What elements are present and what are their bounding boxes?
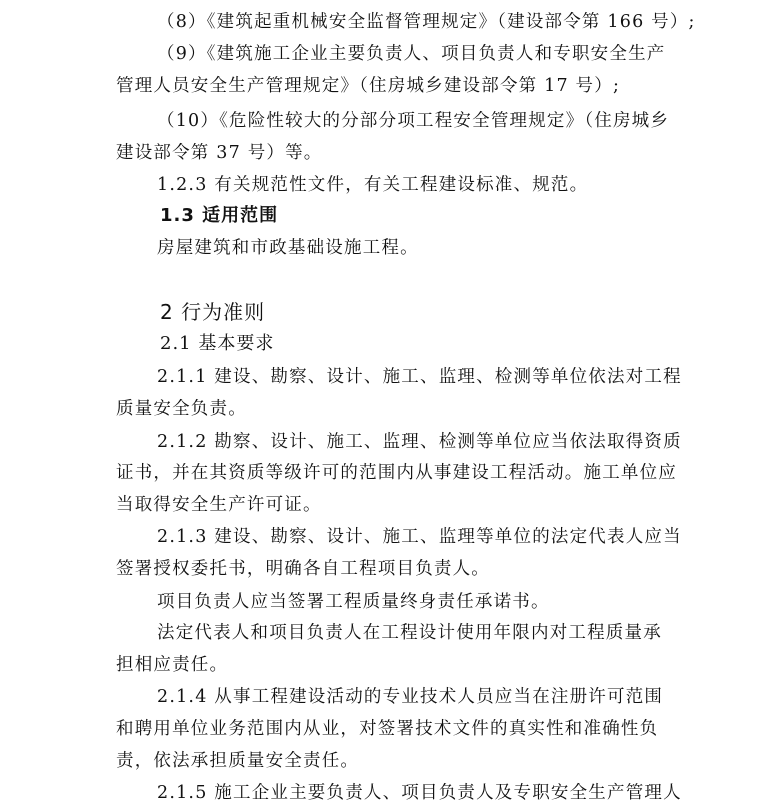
clause-2-1-5-line1: 2.1.5 施工企业主要负责人、项目负责人及专职安全生产管理人 bbox=[157, 783, 682, 803]
scope-text: 房屋建筑和市政基础设施工程。 bbox=[157, 238, 419, 258]
clause-2-1-3-line1: 2.1.3 建设、勘察、设计、施工、监理等单位的法定代表人应当 bbox=[157, 527, 682, 547]
paragraph-legal-rep-line2: 担相应责任。 bbox=[116, 655, 229, 675]
clause-2-1-2-line2: 证书，并在其资质等级许可的范围内从事建设工程活动。施工单位应 bbox=[116, 463, 677, 483]
clause-1-2-3: 1.2.3 有关规范性文件，有关工程建设标准、规范。 bbox=[157, 175, 589, 195]
regulation-item-10-line1: （10）《危险性较大的分部分项工程安全管理规定》（住房城乡 bbox=[157, 111, 670, 131]
regulation-item-8: （8）《建筑起重机械安全监督管理规定》（建设部令第 166 号）; bbox=[157, 12, 696, 32]
clause-2-1-2-line1: 2.1.2 勘察、设计、施工、监理、检测等单位应当依法取得资质 bbox=[157, 432, 682, 452]
regulation-item-9-line1: （9）《建筑施工企业主要负责人、项目负责人和专职安全生产 bbox=[157, 44, 666, 64]
paragraph-project-lead: 项目负责人应当签署工程质量终身责任承诺书。 bbox=[157, 592, 550, 612]
clause-2-1-4-line2: 和聘用单位业务范围内从业，对签署技术文件的真实性和准确性负 bbox=[116, 719, 659, 739]
regulation-item-9-line2: 管理人员安全生产管理规定》（住房城乡建设部令第 17 号）; bbox=[116, 76, 621, 96]
clause-2-1-2-line3: 当取得安全生产许可证。 bbox=[116, 495, 322, 515]
chapter-heading-2: 2 行为准则 bbox=[160, 300, 266, 324]
clause-2-1-3-line2: 签署授权委托书，明确各自工程项目负责人。 bbox=[116, 559, 490, 579]
clause-2-1-4-line3: 责，依法承担质量安全责任。 bbox=[116, 751, 360, 771]
regulation-item-10-line2: 建设部令第 37 号）等。 bbox=[116, 143, 323, 163]
clause-2-1-1-line1: 2.1.1 建设、勘察、设计、施工、监理、检测等单位依法对工程 bbox=[157, 367, 682, 387]
section-heading-2-1: 2.1 基本要求 bbox=[160, 333, 275, 354]
clause-2-1-4-line1: 2.1.4 从事工程建设活动的专业技术人员应当在注册许可范围 bbox=[157, 687, 664, 707]
clause-2-1-1-line2: 质量安全负责。 bbox=[116, 399, 247, 419]
paragraph-legal-rep-line1: 法定代表人和项目负责人在工程设计使用年限内对工程质量承 bbox=[157, 623, 662, 643]
section-heading-1-3: 1.3 适用范围 bbox=[160, 205, 279, 226]
